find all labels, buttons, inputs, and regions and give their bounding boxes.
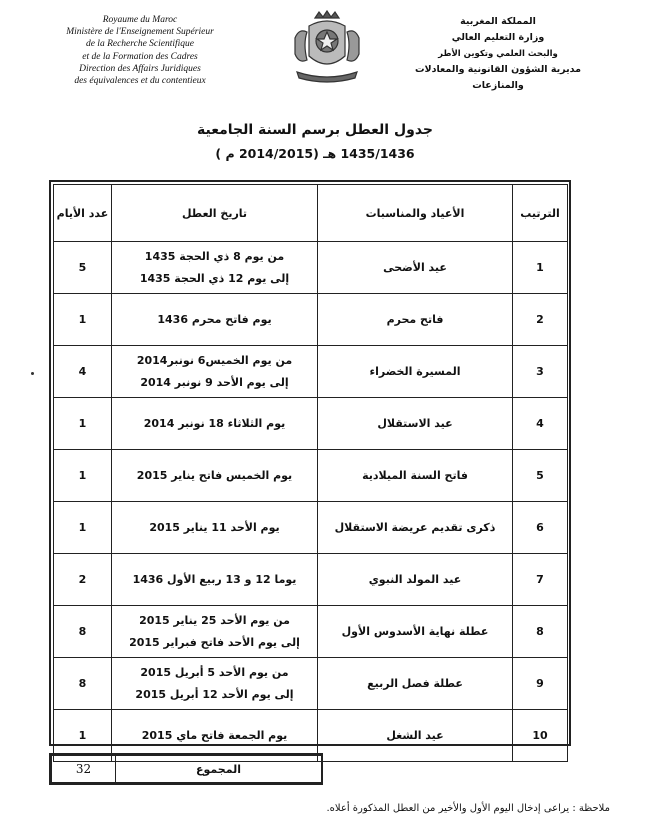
- date-line: من يوم 8 ذي الحجة 1435: [144, 249, 285, 263]
- date-line: يوم الأحد 11 يناير 2015: [149, 520, 280, 534]
- occasion-cell: عطلة فصل الربيع: [318, 658, 513, 710]
- rank-cell: 1: [513, 242, 568, 294]
- fr-line: Ministère de l'Enseignement Supérieur: [66, 27, 214, 38]
- date-line: يوم فاتح محرم 1436: [157, 312, 272, 326]
- table-header-row: [54, 185, 568, 242]
- date-line: إلى يوم الأحد 12 أبريل 2015: [135, 687, 294, 701]
- days-cell: 8: [54, 658, 112, 710]
- rank-cell: 10: [513, 710, 568, 762]
- days-cell: 1: [54, 450, 112, 502]
- rank-cell: 2: [513, 294, 568, 346]
- date-line: يوم الخميس فاتح يناير 2015: [136, 468, 293, 482]
- days-cell: 2: [54, 554, 112, 606]
- occasion-cell: عيد الأضحى: [318, 242, 513, 294]
- occasion-cell: فاتح السنة الميلادية: [318, 450, 513, 502]
- french-header: [40, 14, 240, 87]
- date-line: يوم الثلاثاء 18 نونبر 2014: [143, 416, 286, 430]
- header-rank: الترتيب: [513, 185, 568, 242]
- table-row: [54, 658, 568, 710]
- fr-line: de la Recherche Scientifique: [85, 39, 195, 50]
- days-cell: 1: [54, 710, 112, 762]
- ar-line: والبحث العلمي وتكوين الأطر: [438, 49, 558, 59]
- rank-cell: 8: [513, 606, 568, 658]
- table-row: [54, 606, 568, 658]
- occasion-cell: ذكرى تقديم عريضة الاستقلال: [318, 502, 513, 554]
- occasion-cell: عطلة نهاية الأسدوس الأول: [318, 606, 513, 658]
- rank-cell: 3: [513, 346, 568, 398]
- dates-cell: [112, 502, 318, 554]
- dates-cell: [112, 658, 318, 710]
- dates-cell: [112, 606, 318, 658]
- page-title: جدول العطل برسم السنة الجامعية: [196, 122, 433, 138]
- dates-cell: [112, 294, 318, 346]
- rank-cell: 6: [513, 502, 568, 554]
- fr-line: et de la Formation des Cadres: [82, 51, 198, 62]
- days-cell: 4: [54, 346, 112, 398]
- scan-dot: [31, 372, 34, 375]
- rank-cell: 9: [513, 658, 568, 710]
- fr-line: Direction des Affairs Juridiques: [79, 63, 201, 74]
- table-row: [54, 502, 568, 554]
- coat-of-arms-icon: [287, 8, 367, 88]
- total-value: 32: [52, 756, 116, 783]
- total-row: [52, 756, 322, 783]
- days-cell: 1: [54, 294, 112, 346]
- date-line: من يوم الأحد 5 أبريل 2015: [140, 665, 289, 679]
- table-row: [54, 294, 568, 346]
- occasion-cell: المسيرة الخضراء: [318, 346, 513, 398]
- days-cell: 5: [54, 242, 112, 294]
- arabic-header: [398, 14, 598, 94]
- occasion-cell: فاتح محرم: [318, 294, 513, 346]
- header-dates: تاريخ العطل: [112, 185, 318, 242]
- date-line: يوما 12 و 13 ربيع الأول 1436: [132, 572, 297, 586]
- ar-line: مديرية الشؤون القانونية والمعادلات والمنازعات: [414, 64, 582, 91]
- rank-cell: 4: [513, 398, 568, 450]
- fr-line: Royaume du Maroc: [102, 15, 178, 25]
- date-line: إلى يوم الأحد فاتح فبراير 2015: [129, 635, 300, 649]
- table-row: [54, 398, 568, 450]
- days-cell: 1: [54, 398, 112, 450]
- dates-cell: [112, 346, 318, 398]
- ar-line: وزارة التعليم العالي: [451, 32, 545, 43]
- header-occasion: الأعياد والمناسبات: [318, 185, 513, 242]
- table-row: [54, 450, 568, 502]
- date-line: إلى يوم 12 ذي الحجة 1435: [139, 271, 290, 285]
- footnote: ملاحظة : يراعى إدخال اليوم الأول والأخير من العطل المذكورة أعلاه.: [326, 803, 610, 814]
- table-row: [54, 242, 568, 294]
- dates-cell: [112, 398, 318, 450]
- dates-cell: [112, 242, 318, 294]
- fr-line: des équivalences et du contentieux: [74, 76, 206, 87]
- occasion-cell: عيد الشغل: [318, 710, 513, 762]
- ar-line: المملكة المغربية: [460, 16, 536, 27]
- total-table: [51, 755, 322, 783]
- table-row: [54, 554, 568, 606]
- table-row: [54, 346, 568, 398]
- total-box: [49, 753, 323, 785]
- total-label: المجموع: [116, 756, 322, 783]
- dates-cell: [112, 450, 318, 502]
- days-cell: 1: [54, 502, 112, 554]
- date-line: إلى يوم الأحد 9 نونبر 2014: [140, 375, 289, 389]
- occasion-cell: عيد المولد النبوي: [318, 554, 513, 606]
- date-line: يوم الجمعة فاتح ماي 2015: [141, 728, 288, 742]
- date-line: من يوم الخميس6 نونبر2014: [136, 353, 293, 367]
- page-subtitle: 1435/1436 هـ (2014/2015 م ): [215, 146, 415, 161]
- occasion-cell: عيد الاستقلال: [318, 398, 513, 450]
- holidays-table: [53, 184, 568, 762]
- days-cell: 8: [54, 606, 112, 658]
- date-line: من يوم الأحد 25 يناير 2015: [139, 613, 290, 627]
- rank-cell: 5: [513, 450, 568, 502]
- dates-cell: [112, 554, 318, 606]
- rank-cell: 7: [513, 554, 568, 606]
- header-days: عدد الأيام: [54, 185, 112, 242]
